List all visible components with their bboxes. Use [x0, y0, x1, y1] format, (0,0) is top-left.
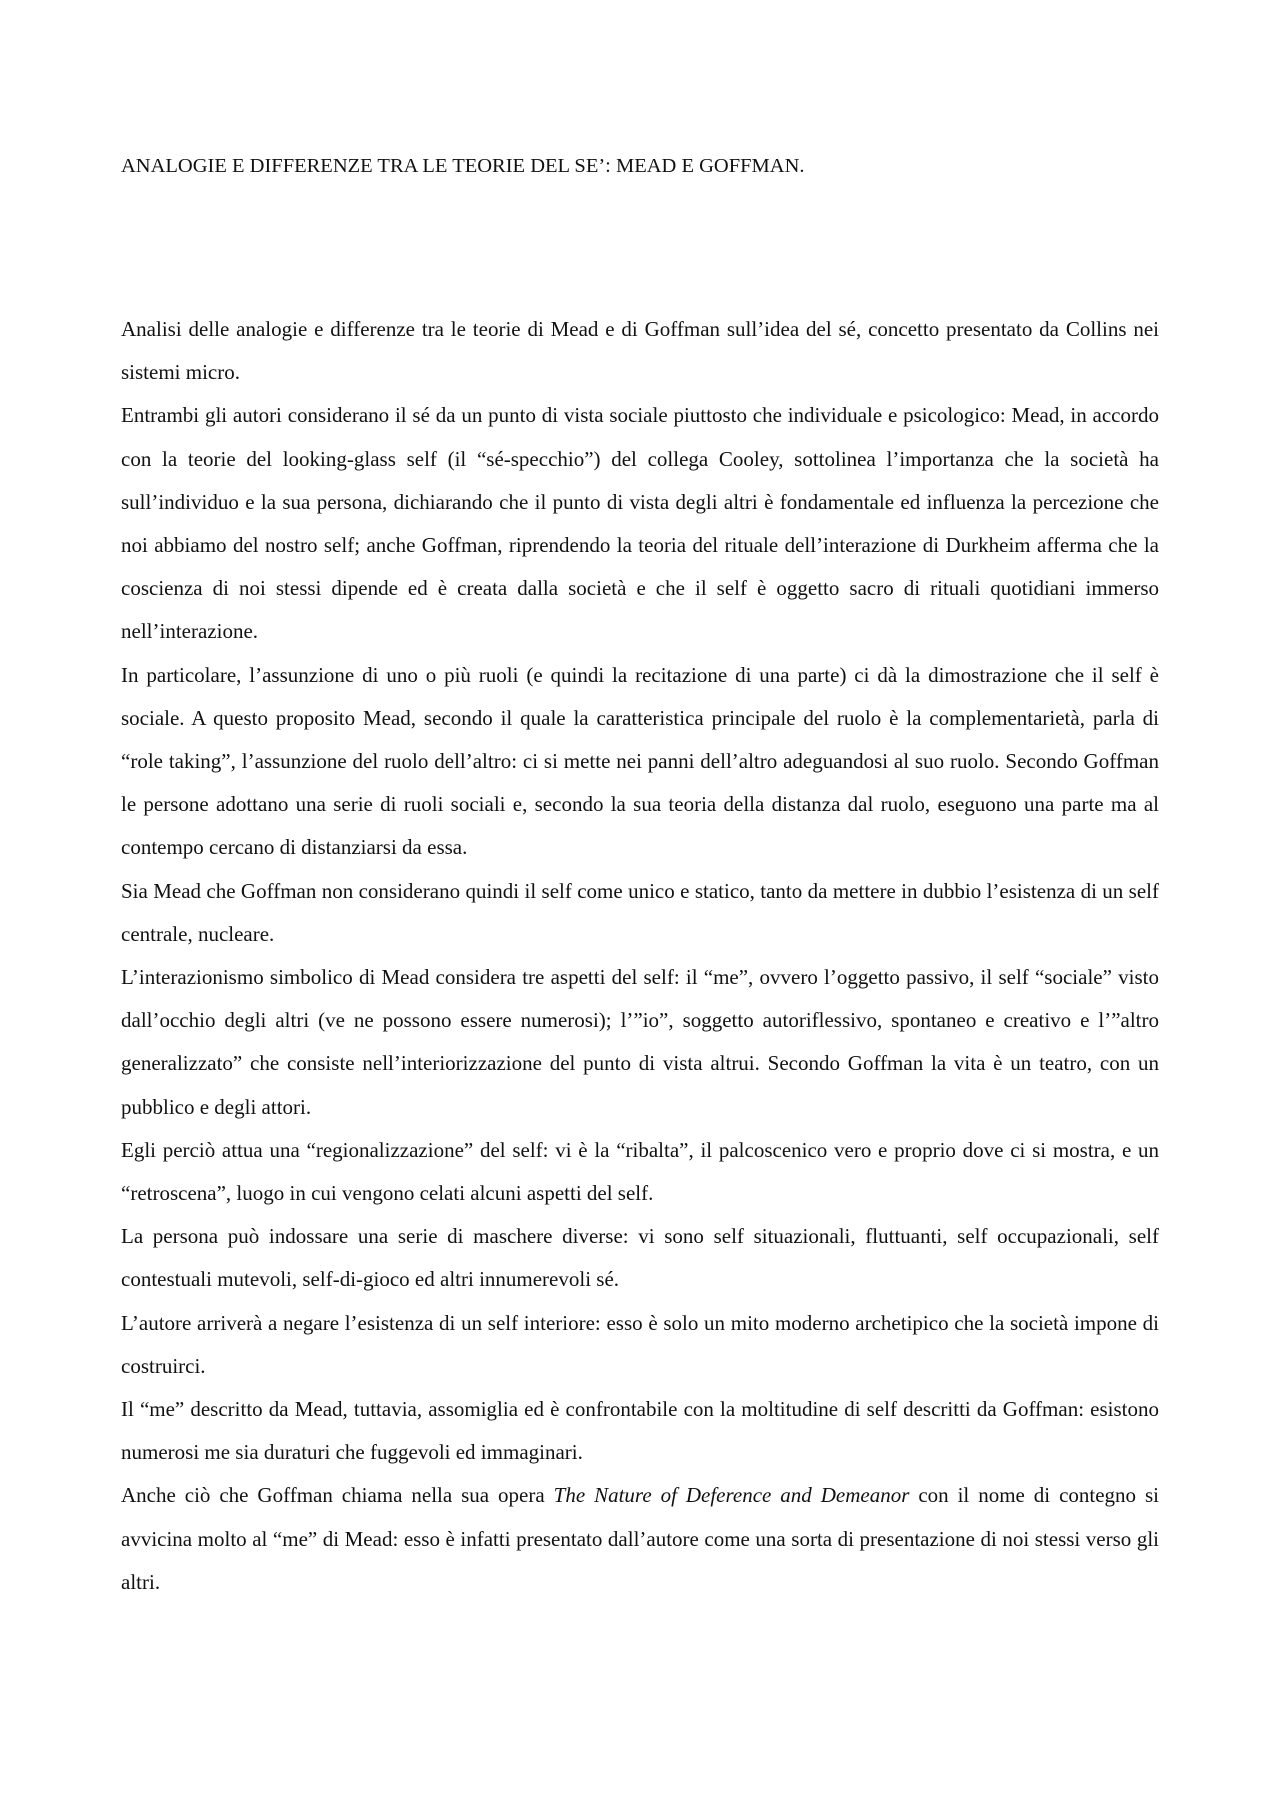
paragraph-text: con il nome di contegno si avvicina molto al “me” di Mead: esso è infatti presentato dall’autore come una sorta di presentazione di noi stessi verso gli altri. — [121, 1483, 1159, 1594]
paragraph: La persona può indossare una serie di maschere diverse: vi sono self situazionali, fluttuanti, self occupazionali, self contestuali mutevoli, self-di-gioco ed altri innumerevoli sé. — [121, 1224, 1159, 1292]
paragraph: L’autore arriverà a negare l’esistenza di un self interiore: esso è solo un mito moderno archetipico che la società impone di costruirci. — [121, 1310, 1159, 1378]
paragraph: Analisi delle analogie e differenze tra le teorie di Mead e di Goffman sull’idea del sé, concetto presentato da Collins nei sistemi micro. — [121, 317, 1159, 385]
book-title: The Nature of Deference and Demeanor — [553, 1483, 910, 1508]
document-body — [121, 308, 1159, 1604]
paragraph: Sia Mead che Goffman non considerano quindi il self come unico e statico, tanto da mettere in dubbio l’esistenza di un self centrale, nucleare. — [121, 878, 1159, 946]
paragraph: In particolare, l’assunzione di uno o più ruoli (e quindi la recitazione di una parte) ci dà la dimostrazione che il self è sociale. A questo proposito Mead, secondo il quale la caratteristica principale del ruolo è la complementarietà, parla di “role taking”, l’assunzione del ruolo dell’altro: ci si mette nei panni dell’altro adeguandosi al suo ruolo. Secondo Goffman le persone adottano una serie di ruoli sociali e, secondo la sua teoria della distanza dal ruolo, eseguono una parte ma al contempo cercano di distanziarsi da essa. — [121, 662, 1159, 860]
document-title: ANALOGIE E DIFFERENZE TRA LE TEORIE DEL SE’: MEAD E GOFFMAN. — [121, 155, 805, 177]
paragraph — [121, 1474, 1159, 1604]
paragraph: Entrambi gli autori considerano il sé da un punto di vista sociale piuttosto che individuale e psicologico: Mead, in accordo con la teorie del looking-glass self (il “sé-specchio”) del collega Cooley, sottolinea l’importanza che la società ha sull’individuo e la sua persona, dichiarando che il punto di vista degli altri è fondamentale ed influenza la percezione che noi abbiamo del nostro self; anche Goffman, riprendendo la teoria del rituale dell’interazione di Durkheim afferma che la coscienza di noi stessi dipende ed è creata dalla società e che il self è oggetto sacro di rituali quotidiani immerso nell’interazione. — [121, 403, 1159, 644]
paragraph: Egli perciò attua una “regionalizzazione” del self: vi è la “ribalta”, il palcoscenico vero e proprio dove ci si mostra, e un “retroscena”, luogo in cui vengono celati alcuni aspetti del self. — [121, 1137, 1159, 1206]
paragraph: Il “me” descritto da Mead, tuttavia, assomiglia ed è confrontabile con la moltitudine di self descritti da Goffman: esistono numerosi me sia duraturi che fuggevoli ed immaginari. — [121, 1397, 1159, 1465]
paragraph: L’interazionismo simbolico di Mead considera tre aspetti del self: il “me”, ovvero l’oggetto passivo, il self “sociale” visto dall’occhio degli altri (ve ne possono essere numerosi); l’”io”, soggetto autoriflessivo, spontaneo e creativo e l’”altro generalizzato” che consiste nell’interiorizzazione del punto di vista altrui. Secondo Goffman la vita è un teatro, con un pubblico e degli attori. — [121, 965, 1159, 1119]
paragraph-text: Anche ciò che Goffman chiama nella sua opera — [121, 1483, 554, 1508]
